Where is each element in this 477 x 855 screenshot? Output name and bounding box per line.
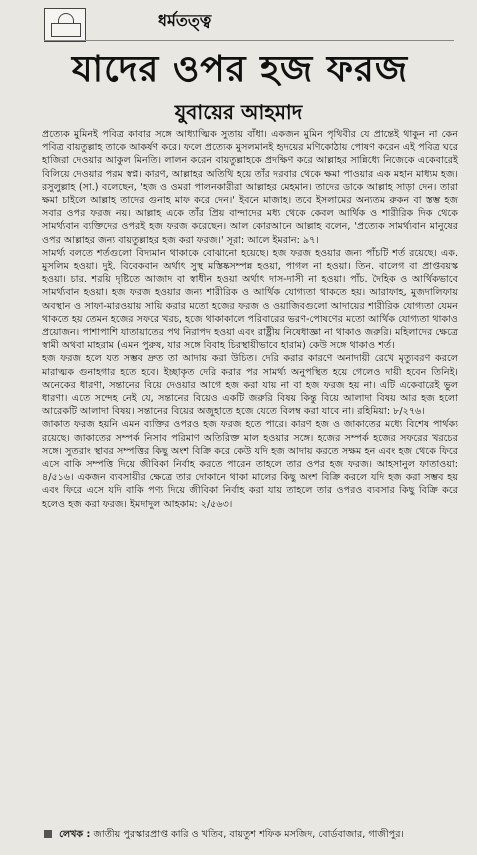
page-header [0, 0, 477, 44]
paragraph: জাকাত ফরজ হয়নি এমন ব্যক্তির ওপরও হজ ফরজ হতে পারে। কারণ হজ ও জাকাতের মধ্যে বিশেষ পার্থক্য রয়েছে। জাকাতের সম্পর্ক নিসাব পরিমাণ অতিরিক্ত মাল হওয়ার সঙ্গে। হজের সম্পর্ক হজের সফরের খরচের সঙ্গে। সুতরাং স্থাবর সম্পত্তির কিছু অংশ বিক্রি করে কেউ যদি হজ আদায় করতে সক্ষম হন এবং হজ থেকে ফিরে এসে বাকি সম্পত্তি দিয়ে জীবিকা নির্বাহ করতে পারেন তাহলে তার ওপর হজ ফরজ। আহসানুল ফাতাওয়া: ৪/৫১৬। একজন ব্যবসায়ীর ক্ষেত্রে তার দোকানে থাকা মালের কিছু অংশ বিক্রি করলে যদি হজ করা সম্ভব হয় এবং ফিরে এসে যদি বাকি পণ্য দিয়ে জীবিকা নির্বাহ করা যায় তাহলে তার ওপরও ব্যবসার কিছু বিক্রি করে হলেও হজ করা ফরজ। ইমদাদুল আহকাম: ২/৫৬৩। [42, 419, 458, 510]
author-note-label: লেখক : [59, 829, 91, 840]
author-note-text: জাতীয় পুরস্কারপ্রাপ্ত কারি ও খতিব, বায়তুশ শফিক মসজিদ, বোর্ডবাজার, গাজীপুর। [93, 829, 404, 840]
header-divider [44, 40, 454, 41]
building-shape [51, 23, 81, 37]
author-note [44, 828, 460, 841]
section-title: ধর্মতত্ত্ব [158, 11, 212, 30]
article-body [42, 128, 458, 511]
mosque-logo-icon [44, 8, 86, 42]
square-bullet-icon [44, 830, 52, 838]
article-author: যুবায়ের আহমাদ [174, 100, 303, 124]
paragraph: সামর্থ্য বলতে শর্তগুলো বিদ্যমান থাকাকে বোঝানো হয়েছে। হজ ফরজ হওয়ার জন্য পাঁচটি শর্ত রয়েছে। এক. মুসলিম হওয়া। দুই. বিবেকবান অর্থাৎ সুস্থ মস্তিষ্কসম্পন্ন হওয়া, পাগল না হওয়া। তিন. বালেগ বা প্রাপ্তবয়স্ক হওয়া। চার. শরয়ি দৃষ্টিতে আজাদ বা স্বাধীন হওয়া অর্থাৎ দাস-দাসী না হওয়া। পাঁচ. দৈহিক ও আর্থিকভাবে সামর্থ্যবান হওয়া। হজ ফরজ হওয়ার জন্য শারীরিক ও আর্থিক যোগ্যতা থাকতে হয়। আরাফাহ, মুজদালিফায় অবস্থান ও সাফা-মারওয়ায় সায়ি করার মতো হজের ফরজ ও ওয়াজিবগুলো আদায়ের শারীরিক যোগ্যতা যেমন থাকতে হয় তেমন হজের সফরে খরচ, হজে থাকাকালে পরিবারের ভরণ-পোষণের মতো আর্থিক যোগ্যতা থাকাও প্রয়োজন। পাশাপাশি যাতায়াতের পথ নিরাপদ হওয়া এবং রাষ্ট্রীয় নিষেধাজ্ঞা না থাকাও জরুরি। মহিলাদের ক্ষেত্রে স্বামী অথবা মাহরাম (এমন পুরুষ, যার সঙ্গে বিবাহ চিরস্থায়ীভাবে হারাম) কেউ সঙ্গে থাকাও শর্ত। [42, 247, 458, 352]
article-headline: যাদের ওপর হজ ফরজ [71, 49, 409, 90]
paragraph: প্রত্যেক মুমিনই পবিত্র কাবার সঙ্গে আধ্যাত্মিক সুতায় বাঁধা। একজন মুমিন পৃথিবীর যে প্রান্তেই থাকুন না কেন পবিত্র বায়তুল্লাহ তাকে আকর্ষণ করে। ফলে প্রত্যেক মুসলমানই হৃদয়ের মণিকোঠায় পোষণ করেন এই পবিত্র ঘরে হাজিরা দেওয়ার আকুল মিনতি। লালন করেন বায়তুল্লাহকে প্রদক্ষিণ করে আল্লাহর সান্নিধ্যে নিজেকে একেবারেই বিলিয়ে দেওয়ার পরম স্বপ্ন। কারণ, আল্লাহর অতিথি হয়ে তাঁর দরবার থেকে ক্ষমা পাওয়ার এক মহান মাধ্যম হজ। রসুলুল্লাহ (সা.) বলেছেন, 'হজ ও ওমরা পালনকারীরা আল্লাহর মেহমান। তাদের ডাকে আল্লাহ সাড়া দেন। তারা ক্ষমা চাইলে আল্লাহ তাদের গুনাহ মাফ করে দেন।' ইবনে মাজাহ। তবে ইসলামের অন্যতম রুকন বা স্তম্ভ হজ সবার ওপর ফরজ নয়। আল্লাহ একে তাঁর প্রিয় বান্দাদের মধ্য থেকে কেবল আর্থিক ও শারীরিক দিক থেকে সামর্থ্যবান ব্যক্তিদের ওপরই হজ ফরজ করেছেন। আল কোরআনে আল্লাহ বলেন, 'প্রত্যেক সামর্থ্যবান মানুষের ওপর আল্লাহর জন্য বায়তুল্লাহর হজ করা ফরজ।' সূরা: আলে ইমরান: ৯৭। [42, 129, 458, 246]
paragraph: হজ ফরজ হলে যত সম্ভব দ্রুত তা আদায় করা উচিত। দেরি করার কারণে অনাদায়ী রেখে মৃত্যুবরণ করলে মারাত্মক গুনাহগার হতে হবে। ইচ্ছাকৃত দেরি করার পর সামর্থ্য অনুপস্থিত হয়ে গেলেও দায়ী হবেন তিনিই। অনেকের ধারণা, সন্তানের বিয়ে দেওয়ার আগে হজ করা যায় না বা হজ ফরজ হয় না। এটি একেবারেই ভুল ধারণা। এতে সন্দেহ নেই যে, সন্তানের বিয়েও একটি জরুরি বিষয় কিন্তু বিয়ে আলাদা বিষয় আর হজ হলো আরেকটি আলাদা বিষয়। সন্তানের বিয়ের অজুহাতে হজে যেতে বিলম্ব করা যাবে না। রহিমিয়া: ৮/২৭৬। [42, 353, 458, 418]
